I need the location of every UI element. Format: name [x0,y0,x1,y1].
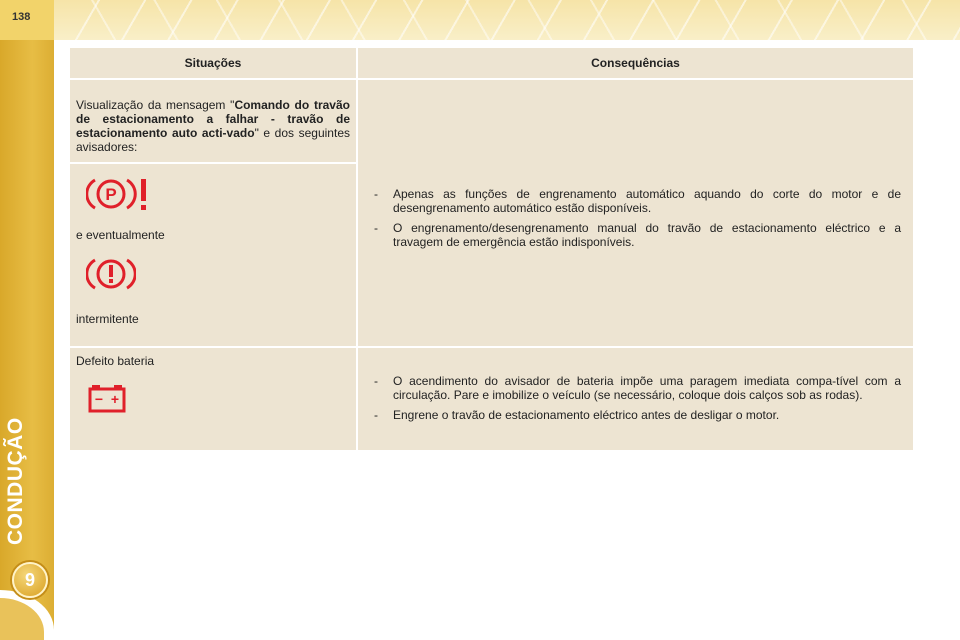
parking-brake-warning-icon [86,176,350,216]
blinking-label: intermitente [76,312,139,326]
battery-plus-sign: + [110,391,120,407]
consequences-cell-battery [357,347,914,451]
top-decorative-band [54,0,960,40]
chapter-title: CONDUÇÃO [4,417,27,545]
situation-cell-icons [69,163,357,347]
message-outro: " e dos seguintes avisadores: [76,126,350,154]
svg-text:P: P [105,185,117,204]
message-bold: Comando do travão de estacionamento a falhar - travão de estacionamento auto acti-vado [76,98,350,140]
battery-minus-sign: − [94,391,104,407]
consequences-list [364,374,907,422]
message-text [76,98,350,154]
table-row [69,79,914,163]
message-intro: Visualização da mensagem " [76,98,235,112]
chapter-number-badge: 9 [12,562,48,598]
battery-fault-label: Defeito bateria [76,354,155,368]
list-item: - Apenas as funções de engrenamento automático aquando do corte do motor e de desengrenamento automático estão disponíveis. [370,187,901,215]
consequences-list [364,187,907,249]
warnings-table [68,46,915,452]
header-situations: Situações [69,47,357,79]
list-item: - O engrenamento/desengrenamento manual do travão de estacionamento eléctrico e a travagem de emergência estão indisponíveis. [370,221,901,249]
situation-cell-message [69,79,357,163]
brake-warning-icon [86,256,350,296]
table-header-row [69,47,914,79]
eventual-label: e eventualmente [76,228,165,242]
header-consequences: Consequências [357,47,914,79]
list-item: - O acendimento do avisador de bateria impõe uma paragem imediata compa-tível com a circulação. Pare e imobilize o veículo (se necessário, coloque dois calços sob as rodas). [370,374,901,402]
situation-cell-battery [69,347,357,451]
table-row [69,347,914,451]
page-number: 138 [0,0,54,40]
consequences-cell-brake [357,79,914,347]
list-item: - Engrene o travão de estacionamento eléctrico antes de desligar o motor. [370,408,901,422]
battery-warning-icon [86,384,130,414]
